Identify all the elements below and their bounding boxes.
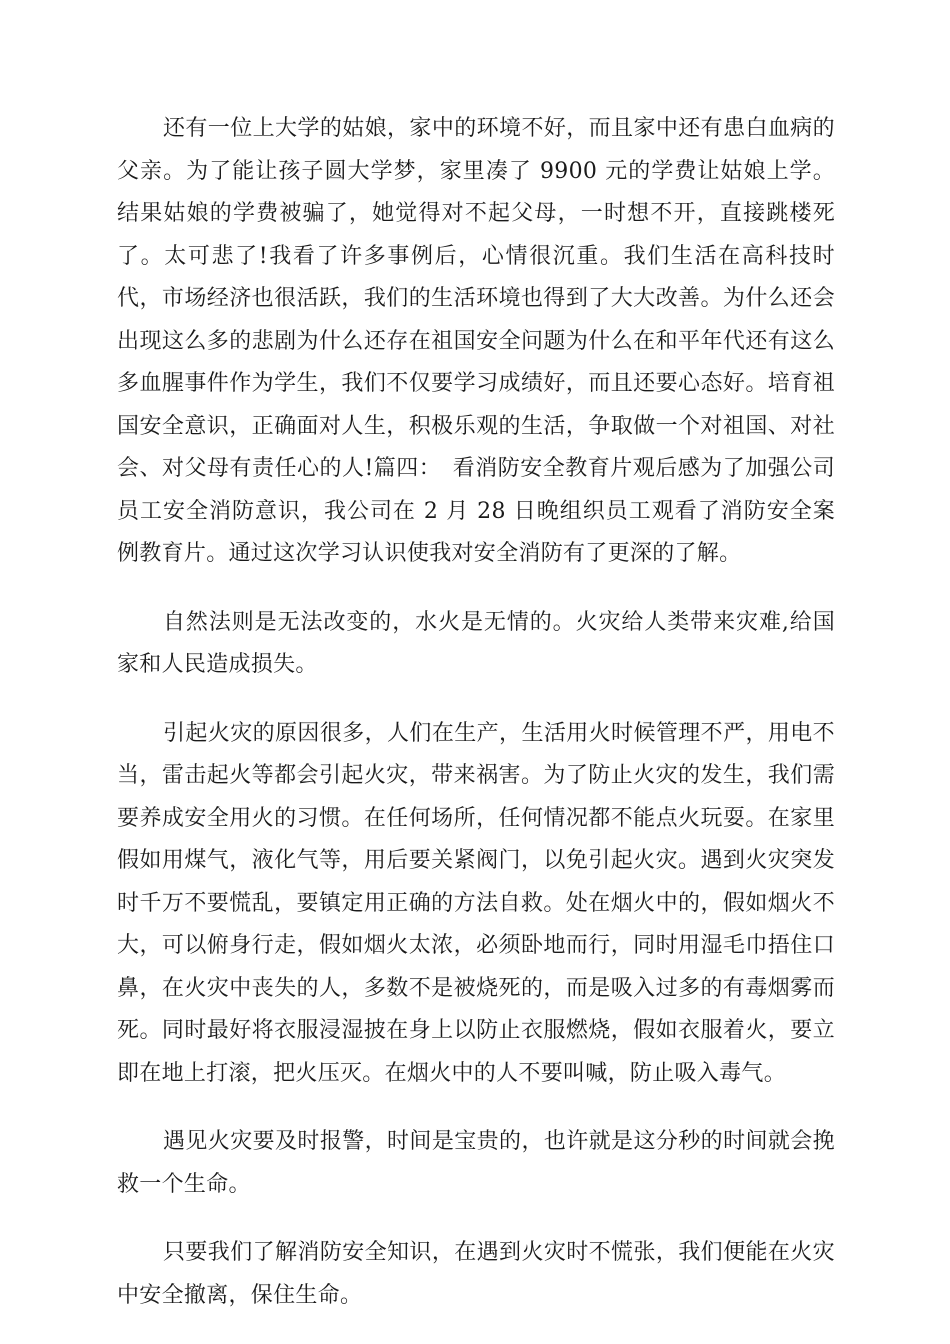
paragraph: 还有一位上大学的姑娘，家中的环境不好，而且家中还有患白血病的父亲。为了能让孩子圆大学梦，家里凑了 9900 元的学费让姑娘上学。结果姑娘的学费被骗了，她觉得对不起父母，一时想不开，直接跳楼死了。太可悲了!我看了许多事例后，心情很沉重。我们生活在高科技时代，市场经济也很活跃，我们的生活环境也得到了大大改善。为什么还会出现这么多的悲剧为什么还存在祖国安全问题为什么在和平年代还有这么多血腥事件作为学生，我们不仅要学习成绩好，而且还要心态好。培育祖国安全意识，正确面对人生，积极乐观的生活，争取做一个对祖国、对社会、对父母有责任心的人!篇四： 看消防安全教育片观后感为了加强公司员工安全消防意识，我公司在 2 月 28 日晚组织员工观看了消防安全案例教育片。通过这次学习认识使我对安全消防有了更深的了解。 [117, 116, 835, 566]
paragraph: 自然法则是无法改变的，水火是无情的。火灾给人类带来灾难,给国家和人民造成损失。 [117, 609, 835, 677]
document-body [117, 108, 835, 1343]
paragraph: 遇见火灾要及时报警，时间是宝贵的，也许就是这分秒的时间就会挽救一个生命。 [117, 1129, 835, 1197]
paragraph: 引起火灾的原因很多，人们在生产，生活用火时候管理不严，用电不当，雷击起火等都会引起火灾，带来祸害。为了防止火灾的发生，我们需要养成安全用火的习惯。在任何场所，任何情况都不能点火玩耍。在家里假如用煤气，液化气等，用后要关紧阀门，以免引起火灾。遇到火灾突发时千万不要慌乱，要镇定用正确的方法自救。处在烟火中的，假如烟火不大，可以俯身行走，假如烟火太浓，必须卧地而行，同时用湿毛巾捂住口鼻，在火灾中丧失的人，多数不是被烧死的，而是吸入过多的有毒烟雾而死。同时最好将衣服浸湿披在身上以防止衣服燃烧，假如衣服着火，要立即在地上打滚，把火压灭。在烟火中的人不要叫喊，防止吸入毒气。 [117, 720, 835, 1086]
paragraph: 只要我们了解消防安全知识，在遇到火灾时不慌张，我们便能在火灾中安全撤离，保住生命。 [117, 1240, 835, 1308]
